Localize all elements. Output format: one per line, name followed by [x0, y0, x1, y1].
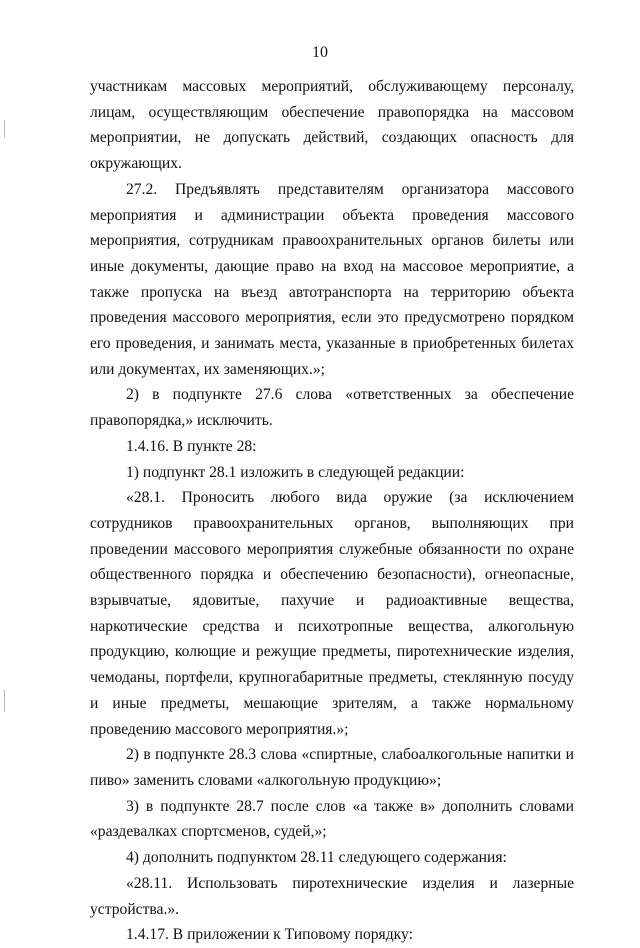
paragraph-sub-28-1: 1) подпункт 28.1 изложить в следующей редакции:: [126, 463, 465, 481]
paragraph-sub-27-6: 2) в подпункте 27.6 слова «ответственных за обеспечение правопорядка,» исключить.: [90, 386, 574, 430]
paragraph-sub-28-3: 2) в подпункте 28.3 слова «спиртные, слабоалкогольные напитки и пиво» заменить словами «алкогольную продукцию»;: [90, 746, 574, 789]
paragraph-28-11-text: «28.11. Использовать пиротехнические изделия и лазерные устройства.».: [90, 874, 574, 918]
paragraph-1-continuation: участникам массовых мероприятий, обслуживающему персоналу, лицам, осуществляющим обеспечение правопорядка на массовом мероприятии, не допускать действий, создающих опасность для окружающих.: [90, 78, 574, 173]
scan-margin-mark: [4, 120, 5, 138]
scan-margin-mark: [4, 690, 5, 712]
paragraph-27-2: 27.2. Предъявлять представителям организатора массового мероприятия и администрации объекта проведения массового мероприятия, сотрудникам правоохранительных органов билеты или иные документы, дающие право на вход на массовое мероприятие, а также пропуска на въезд автотранспорта на территорию объекта проведения массового мероприятия, если это предусмотрено порядком его проведения, и занимать места, указанные в приобретенных билетах или документах, их заменяющих.»;: [90, 180, 574, 378]
paragraph-sub-28-11: 4) дополнить подпунктом 28.11 следующего содержания:: [126, 849, 507, 867]
paragraph-28-1-text: «28.1. Проносить любого вида оружие (за исключением сотрудников правоохранительных органов, выполняющих при проведении массового мероприятия служебные обязанности по охране общественного порядка и обеспечению безопасности), огнеопасные, взрывчатые, ядовитые, пахучие и радиоактивные вещества, наркотические средства и психотропные вещества, алкогольную продукцию, колющие и режущие предметы, пиротехнические изделия, чемоданы, портфели, крупногабаритные предметы, стеклянную посуду и иные предметы, мешающие зрителям, а также нормальному проведению массового мероприятия.»;: [90, 489, 574, 738]
document-body: [90, 74, 574, 948]
paragraph-sub-28-7: 3) в подпункте 28.7 после слов «а также в» дополнить словами «раздевалках спортсменов, судей,»;: [90, 797, 574, 841]
paragraph-1-4-16: 1.4.16. В пункте 28:: [126, 437, 257, 455]
page-number: 10: [312, 44, 328, 61]
paragraph-1-4-17: 1.4.17. В приложении к Типовому порядку:: [126, 926, 413, 944]
